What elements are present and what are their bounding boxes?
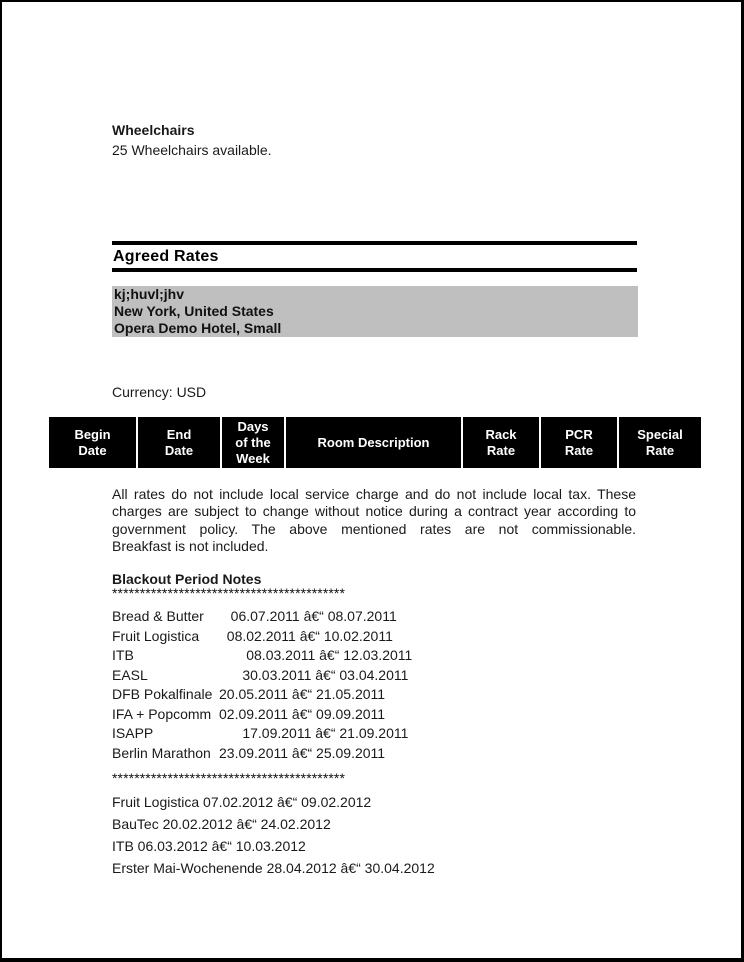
blackout-event-dates: 02.09.2011 â€“ 09.09.2011 <box>219 705 386 722</box>
blackout-list-2011 <box>112 607 636 763</box>
column-header: Days of the Week <box>222 417 284 468</box>
blackout-period-row <box>112 724 636 744</box>
blackout-period-line: Fruit Logistica 07.02.2012 â€“ 09.02.2012 <box>112 794 372 811</box>
agreed-rates-header <box>112 241 637 272</box>
rates-note-breakfast: Breakfast is not included. <box>112 537 269 554</box>
wheelchairs-title: Wheelchairs <box>112 122 195 138</box>
blackout-period-line: Erster Mai-Wochenende 28.04.2012 â€“ 30.04.2012 <box>112 860 435 877</box>
blackout-event-name: EASL <box>112 666 148 683</box>
blackout-separator-middle: ****************************************** <box>112 770 346 787</box>
column-header: Rack Rate <box>463 417 539 468</box>
column-header: Begin Date <box>49 417 136 468</box>
blackout-event-name: Bread & Butter <box>112 608 204 625</box>
rates-table-header <box>49 417 741 468</box>
blackout-event-name: DFB Pokalfinale <box>112 686 213 703</box>
blackout-event-dates: 20.05.2011 â€“ 21.05.2011 <box>219 686 386 703</box>
blackout-event-dates: 30.03.2011 â€“ 03.04.2011 <box>219 666 409 683</box>
blackout-period-line: BauTec 20.02.2012 â€“ 24.02.2012 <box>112 816 331 833</box>
blackout-event-name: ITB <box>112 647 134 664</box>
blackout-event-dates: 08.03.2011 â€“ 12.03.2011 <box>219 647 413 664</box>
blackout-period-row <box>112 666 636 686</box>
blackout-event-name: IFA + Popcomm <box>112 705 212 722</box>
property-name-line: kj;huvl;jhv <box>114 286 185 302</box>
rates-note-body: All rates do not include local service charge and do not include local tax. These charges are subject to change without notice during a contract year according to government policy. The above mentioned rates are not commissionable. <box>112 486 636 537</box>
wheelchairs-section <box>112 120 636 160</box>
blackout-event-dates: 08.02.2011 â€“ 10.02.2011 <box>219 627 393 644</box>
rates-note <box>112 486 636 555</box>
blackout-event-name: Berlin Marathon <box>112 744 211 761</box>
blackout-event-dates: 06.07.2011 â€“ 08.07.2011 <box>219 608 397 625</box>
property-location-line: New York, United States <box>114 303 274 319</box>
blackout-period-line: ITB 06.03.2012 â€“ 10.03.2012 <box>112 838 306 855</box>
blackout-separator-top: ****************************************** <box>112 585 346 602</box>
blackout-list-2012 <box>112 791 636 879</box>
blackout-period-row <box>112 685 636 705</box>
blackout-title: Blackout Period Notes <box>112 571 262 588</box>
column-header: PCR Rate <box>541 417 617 468</box>
blackout-event-name: ISAPP <box>112 725 154 742</box>
property-hotel-line: Opera Demo Hotel, Small <box>114 320 282 336</box>
blackout-period-row <box>112 646 636 666</box>
blackout-event-dates: 23.09.2011 â€“ 25.09.2011 <box>219 744 386 761</box>
blackout-period-row <box>112 627 636 647</box>
blackout-event-name: Fruit Logistica <box>112 627 200 644</box>
blackout-period-row <box>112 744 636 764</box>
property-info-box <box>112 286 638 337</box>
column-header: Special Rate <box>619 417 701 468</box>
currency-label: Currency: USD <box>112 384 207 400</box>
column-header: Room Description <box>286 417 461 468</box>
column-header: End Date <box>138 417 220 468</box>
blackout-event-dates: 17.09.2011 â€“ 21.09.2011 <box>219 725 409 742</box>
blackout-period-row <box>112 607 636 627</box>
agreed-rates-title: Agreed Rates <box>113 248 219 265</box>
wheelchairs-text: 25 Wheelchairs available. <box>112 142 272 158</box>
blackout-period-row <box>112 705 636 725</box>
